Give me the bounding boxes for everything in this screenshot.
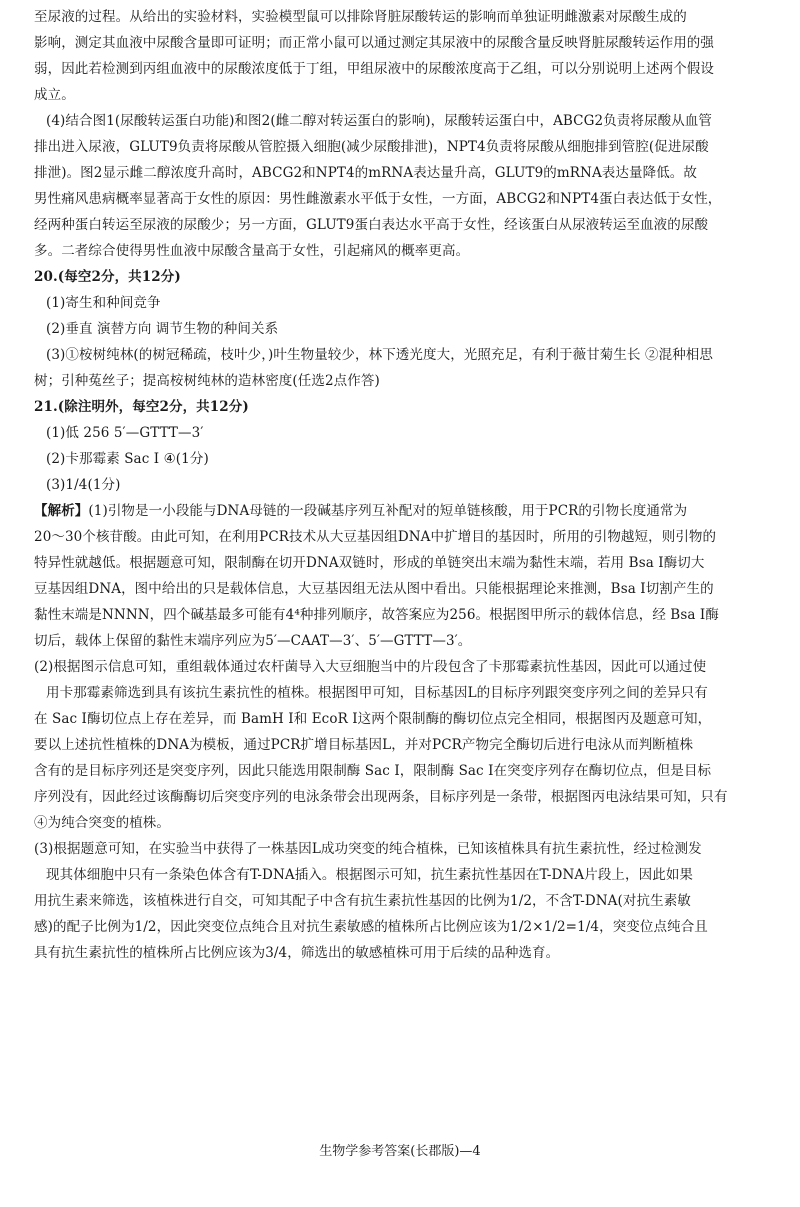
text-line: 具有抗生素抗性的植株所占比例应该为3/4，筛选出的敏感植株可用于后续的品种选育。 <box>34 945 560 961</box>
text-line: 男性痛风患病概率显著高于女性的原因：男性雌激素水平低于女性，一方面，ABCG2和NPT4蛋白表达低于女性， <box>34 191 722 207</box>
text-line: 用卡那霉素筛选到具有该抗生素抗性的植株。根据图甲可知，目标基因L的目标序列跟突变序列之间的差异只有 <box>46 685 708 701</box>
answer-content <box>34 4 780 966</box>
question-heading-20: 20.(每空2分，共12分) <box>34 269 181 285</box>
text-line: 含有的是目标序列还是突变序列，因此只能选用限制酶 Sac Ⅰ，限制酶 Sac Ⅰ在突变序列存在酶切位点，但是目标 <box>34 763 712 779</box>
question-heading-21: 21.(除注明外，每空2分，共12分) <box>34 399 249 415</box>
text-line: 豆基因组DNA，图中给出的只是载体信息，大豆基因组无法从图中看出。只能根据理论来推测，Bsa Ⅰ切割产生的 <box>34 581 714 597</box>
text-line: ④为纯合突变的植株。 <box>34 815 170 831</box>
answer-21-1: (1)低 256 5′—GTTT—3′ <box>46 425 204 441</box>
answer-20-1: (1)寄生和种间竞争 <box>46 295 161 311</box>
answer-20-2: (2)垂直 演替方向 调节生物的种间关系 <box>46 321 279 337</box>
page-footer: 生物学参考答案(长郡版)—4 <box>319 1144 481 1159</box>
analysis-line: 【解析】(1)引物是一小段能与DNA母链的一段碱基序列互补配对的短单链核酸，用于PCR的引物长度通常为 <box>34 503 688 519</box>
text-line: 成立。 <box>34 87 75 103</box>
text-line: 感)的配子比例为1/2，因此突变位点纯合且对抗生素敏感的植株所占比例应该为1/2×1/2=1/4，突变位点纯合且 <box>34 919 708 935</box>
text-line: 排泄)。图2显示雌二醇浓度升高时，ABCG2和NPT4的mRNA表达量升高，GLUT9的mRNA表达量降低。故 <box>34 165 698 181</box>
text-line: 序列没有，因此经过该酶酶切后突变序列的电泳条带会出现两条，目标序列是一条带，根据图丙电泳结果可知，只有 <box>34 789 728 805</box>
text-line: 在 Sac Ⅰ酶切位点上存在差异，而 BamH Ⅰ和 EcoR Ⅰ这两个限制酶的酶切位点完全相同，根据图丙及题意可知， <box>34 711 712 727</box>
text-line: 现其体细胞中只有一条染色体含有T-DNA插入。根据图示可知，抗生素抗性基因在T-DNA片段上，因此如果 <box>46 867 694 883</box>
answer-20-3: (3)①桉树纯林(的树冠稀疏，枝叶少，)叶生物量较少，林下透光度大，光照充足，有利于薇甘菊生长 ②混种相思 <box>46 347 713 363</box>
text-line: (2)根据图示信息可知，重组载体通过农杆菌导入大豆细胞当中的片段包含了卡那霉素抗性基因，因此可以通过使 <box>34 659 707 675</box>
text-line: 至尿液的过程。从给出的实验材料，实验模型鼠可以排除肾脏尿酸转运的影响而单独证明雌激素对尿酸生成的 <box>34 9 687 25</box>
answer-21-3: (3)1/4(1分) <box>46 477 121 493</box>
text-line: 切后，载体上保留的黏性末端序列应为5′—CAAT—3′、5′—GTTT—3′。 <box>34 633 472 649</box>
text-line: 特异性就越低。根据题意可知，限制酶在切开DNA双链时，形成的单链突出末端为黏性末端，若用 Bsa Ⅰ酶切大 <box>34 555 705 571</box>
text-line: 用抗生素来筛选，该植株进行自交，可知其配子中含有抗生素抗性基因的比例为1/2，不含T-DNA(对抗生素敏 <box>34 893 691 909</box>
text-line: 弱，因此若检测到丙组血液中的尿酸浓度低于丁组，甲组尿液中的尿酸浓度高于乙组，可以分别说明上述两个假设 <box>34 61 714 77</box>
text-line: 影响，测定其血液中尿酸含量即可证明；而正常小鼠可以通过测定其尿液中的尿酸含量反映肾脏尿酸转运作用的强 <box>34 35 714 51</box>
answer-21-2: (2)卡那霉素 Sac Ⅰ ④(1分) <box>46 451 209 467</box>
text-line: 20～30个核苷酸。由此可知，在利用PCR技术从大豆基因组DNA中扩增目的基因时，所用的引物越短，则引物的 <box>34 529 717 545</box>
text-line: 多。二者综合使得男性血液中尿酸含量高于女性，引起痛风的概率更高。 <box>34 243 470 259</box>
text-line: 黏性末端是NNNN，四个碱基最多可能有4⁴种排列顺序，故答案应为256。根据图甲所示的载体信息，经 Bsa Ⅰ酶 <box>34 607 719 623</box>
analysis-tag: 【解析】 <box>34 503 89 519</box>
text-line: (3)根据题意可知，在实验当中获得了一株基因L成功突变的纯合植株，已知该植株具有抗生素抗性，经过检测发 <box>34 841 702 857</box>
text-line: 要以上述抗性植株的DNA为模板，通过PCR扩增目标基因L，并对PCR产物完全酶切后进行电泳从而判断植株 <box>34 737 694 753</box>
text-line: 经两种蛋白转运至尿液的尿酸少；另一方面，GLUT9蛋白表达水平高于女性，经该蛋白从尿液转运至血液的尿酸 <box>34 217 709 233</box>
text-line: 树；引种菟丝子；提高桉树纯林的造林密度(任选2点作答) <box>34 373 380 389</box>
text-line: 排出进入尿液，GLUT9负责将尿酸从管腔摄入细胞(减少尿酸排泄)，NPT4负责将尿酸从细胞排到管腔(促进尿酸 <box>34 139 709 155</box>
text-line: (4)结合图1(尿酸转运蛋白功能)和图2(雌二醇对转运蛋白的影响)，尿酸转运蛋白中，ABCG2负责将尿酸从血管 <box>46 113 712 129</box>
